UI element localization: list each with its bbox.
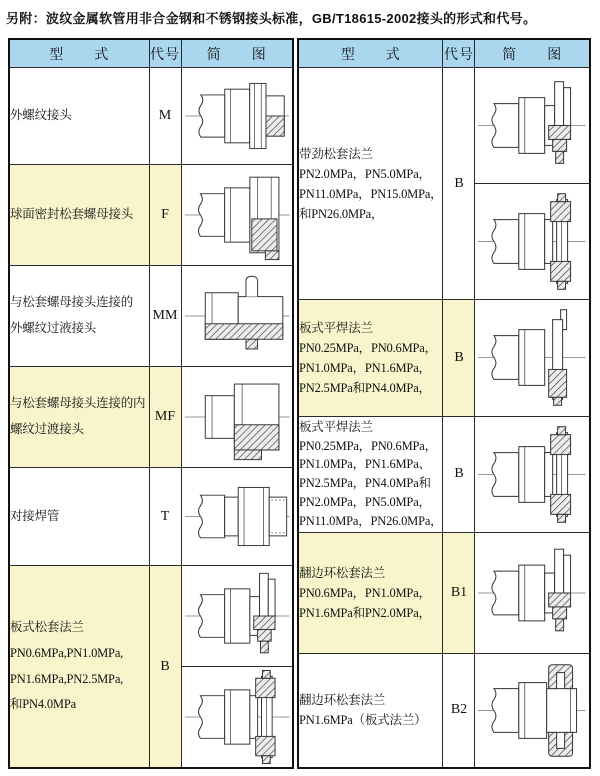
- diagram-cell: [475, 300, 590, 416]
- col-header-type: 型 式: [9, 39, 149, 68]
- type-line: PN0.25MPa，PN0.6MPa，: [299, 438, 437, 453]
- type-line: PN1.6MPa（板式法兰）: [299, 713, 427, 728]
- table-row: [298, 300, 590, 416]
- code-cell: T: [149, 468, 181, 566]
- tables-container: [8, 38, 600, 769]
- type-line: PN1.6MPa和PN2.0MPa，: [299, 605, 431, 620]
- type-line: 和PN26.0MPa，: [299, 206, 384, 221]
- type-line: PN1.0MPa，PN1.6MPa，: [299, 360, 431, 375]
- table-row: [298, 68, 590, 300]
- flared-ring-lap-flange-plate-diagram: [475, 656, 589, 765]
- type-cell: [298, 416, 443, 532]
- table-row: [9, 468, 293, 566]
- type-cell: [298, 653, 443, 768]
- left-table: [8, 38, 294, 769]
- diagram-cell: [181, 367, 293, 468]
- type-cell: [298, 532, 443, 653]
- type-line: PN11.0MPa，PN26.0MPa，: [299, 513, 443, 528]
- diagram-cell: [181, 165, 293, 266]
- type-cell: [9, 566, 149, 769]
- type-cell: [9, 468, 149, 566]
- plate-lap-flange-upper-diagram: [182, 566, 293, 666]
- flared-ring-lap-flange-diagram: [475, 535, 589, 651]
- type-line: 翻边环松套法兰: [299, 565, 386, 580]
- type-line: 外螺纹接头: [10, 108, 72, 123]
- type-line: PN1.0MPa，PN1.6MPa、: [299, 457, 431, 472]
- male-thread-joint-diagram: [182, 70, 293, 162]
- plate-weld-flange-diagram: [475, 302, 589, 413]
- plate-lap-flange-lower-diagram: [182, 667, 293, 767]
- plate-weld-flange-diagram: [475, 419, 589, 530]
- type-cell: [9, 367, 149, 468]
- table-row: [298, 416, 590, 532]
- code-cell: MM: [149, 266, 181, 367]
- type-cell: [9, 165, 149, 266]
- type-line: 板式平焊法兰: [299, 419, 373, 434]
- code-cell: B: [443, 416, 475, 532]
- code-cell: B2: [443, 653, 475, 768]
- code-cell: F: [149, 165, 181, 266]
- butt-weld-pipe-diagram: [182, 470, 293, 563]
- type-line: 与松套螺母接头连接的: [10, 295, 134, 310]
- type-line: PN0.6MPa，PN1.0MPa，: [299, 585, 431, 600]
- male-thread-adapter-diagram: [182, 268, 293, 364]
- table-row: [9, 68, 293, 165]
- diagram-cell: [475, 416, 590, 532]
- intro-text: 另附：波纹金属软管用非合金钢和不锈钢接头标准，GB/T18615-2002接头的形式和代号。: [6, 11, 537, 26]
- col-header-diagram: 简 图: [181, 39, 293, 68]
- type-line: PN11.0MPa，PN15.0MPa，: [299, 186, 443, 201]
- table-row: [9, 367, 293, 468]
- diagram-cell: [475, 653, 590, 768]
- type-line: PN2.5MPa和PN4.0MPa，: [299, 380, 431, 395]
- col-header-type: 型 式: [298, 39, 443, 68]
- type-line: 板式松套法兰: [10, 620, 84, 635]
- code-cell: B: [443, 300, 475, 416]
- type-line: 球面密封松套螺母接头: [10, 207, 134, 222]
- type-line: 带劲松套法兰: [299, 146, 373, 161]
- table-row: [298, 653, 590, 768]
- type-cell: [298, 300, 443, 416]
- type-line: 板式平焊法兰: [299, 320, 373, 335]
- header-row: [298, 39, 590, 68]
- diagram-cell: [475, 532, 590, 653]
- code-cell: B: [443, 68, 475, 300]
- code-cell: B: [149, 566, 181, 769]
- table-row: [9, 165, 293, 266]
- code-cell: MF: [149, 367, 181, 468]
- type-line: PN1.6MPa,PN2.5MPa,: [10, 671, 124, 686]
- type-line: PN0.6MPa,PN1.0MPa,: [10, 645, 124, 660]
- female-thread-adapter-diagram: [182, 369, 293, 465]
- col-header-code: 代号: [149, 39, 181, 68]
- table-row: [298, 532, 590, 653]
- table-row: [9, 566, 293, 769]
- type-line: 外螺纹过液接头: [10, 321, 97, 335]
- type-line: 对接焊管: [10, 508, 60, 523]
- col-header-code: 代号: [443, 39, 475, 68]
- type-line: PN0.25MPa，PN0.6MPa，: [299, 340, 437, 355]
- type-line: 螺纹过渡接头: [10, 422, 84, 436]
- type-line: 和PN4.0MPa: [10, 697, 76, 712]
- code-cell: M: [149, 68, 181, 165]
- necked-lap-flange-upper-diagram: [475, 68, 589, 183]
- col-header-diagram: 简 图: [475, 39, 590, 68]
- type-line: 与松套螺母接头连接的内: [10, 396, 146, 411]
- table-row: [9, 266, 293, 367]
- header-row: [9, 39, 293, 68]
- type-line: 翻边环松套法兰: [299, 693, 386, 708]
- type-line: PN2.0MPa，PN5.0MPa，: [299, 494, 431, 509]
- type-cell: [298, 68, 443, 300]
- type-cell: [9, 266, 149, 367]
- type-cell: [9, 68, 149, 165]
- code-cell: B1: [443, 532, 475, 653]
- type-line: PN2.0MPa，PN5.0MPa，: [299, 166, 431, 181]
- diagram-cell: [181, 566, 293, 769]
- diagram-cell: [181, 468, 293, 566]
- necked-lap-flange-lower-diagram: [475, 184, 589, 299]
- right-table: [297, 38, 591, 769]
- spherical-seal-swivel-nut-joint-diagram: [182, 167, 293, 263]
- diagram-cell: [181, 266, 293, 367]
- diagram-cell: [475, 68, 590, 300]
- diagram-cell: [181, 68, 293, 165]
- type-line: PN2.5MPa，PN4.0MPa和: [299, 476, 431, 491]
